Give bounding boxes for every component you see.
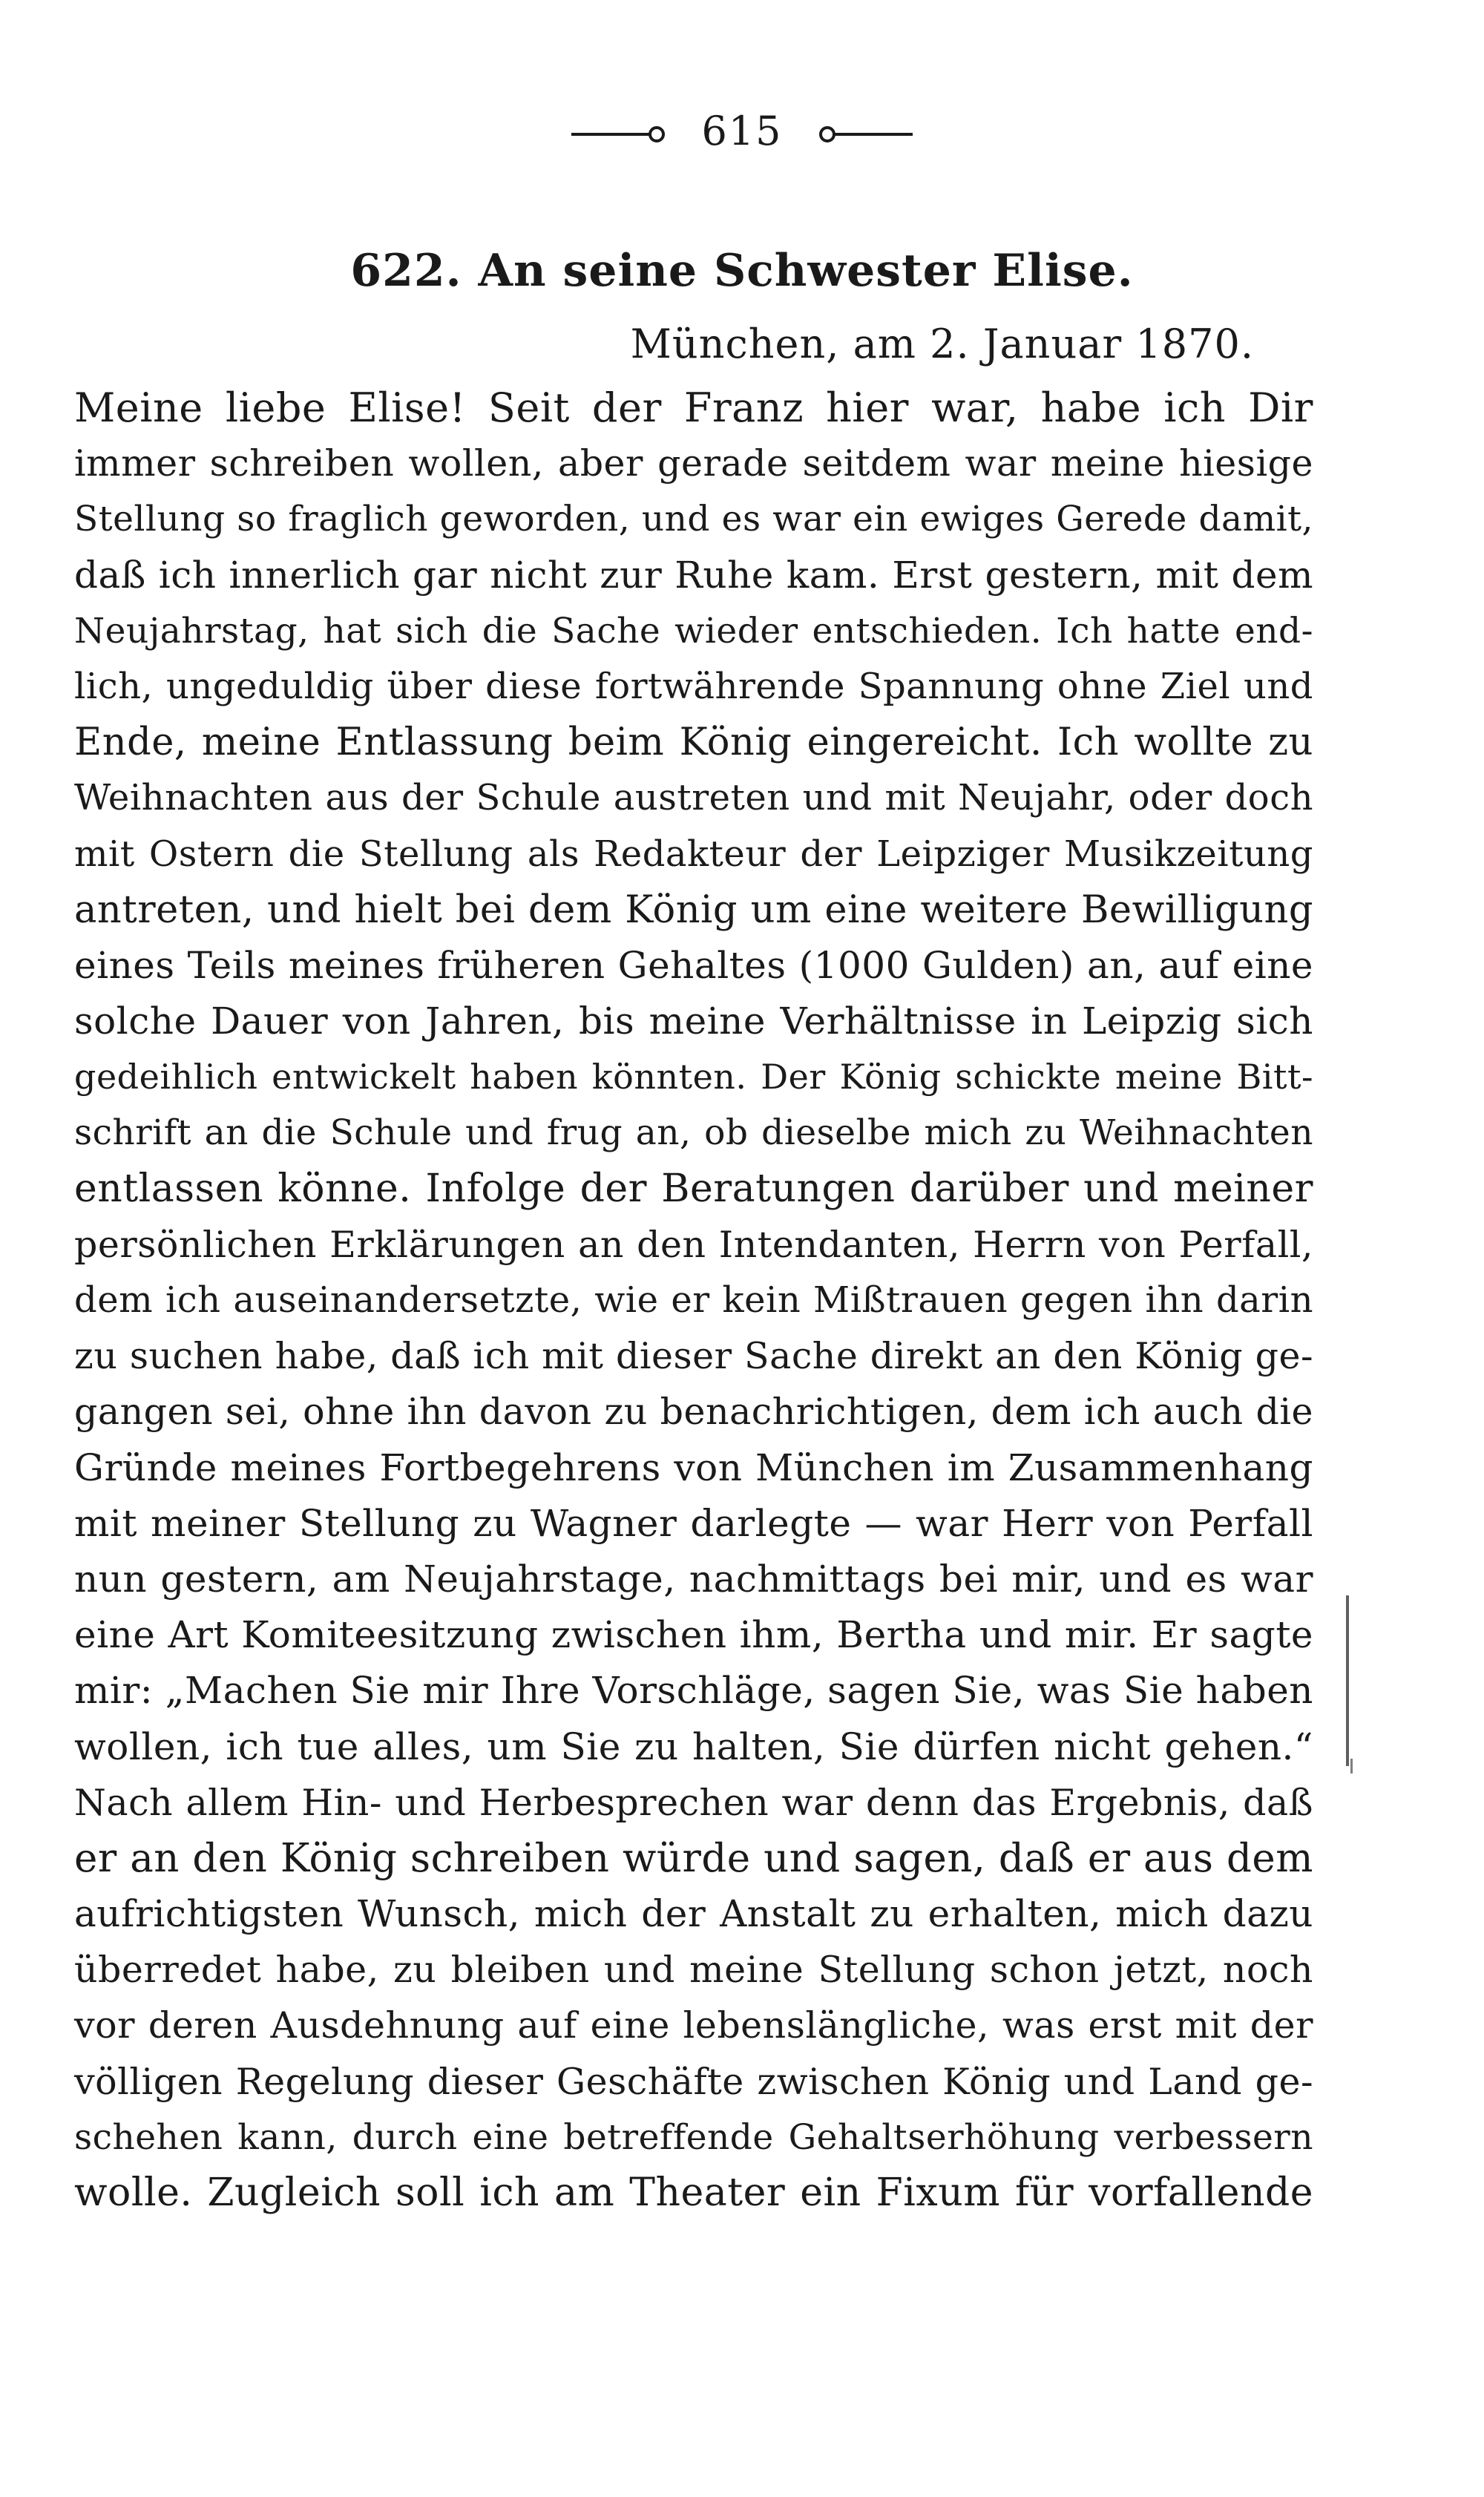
text-line: Ende, meine Entlassung beim König eingereicht. Ich wollte zu: [74, 721, 1313, 765]
text-line: eines Teils meines früheren Gehaltes (1000 Gulden) an, auf eine: [74, 943, 1313, 987]
text-line: aufrichtigsten Wunsch, mich der Anstalt zu erhalten, mich dazu: [74, 1892, 1313, 1936]
text-line: schehen kann, durch eine betreffende Gehaltserhöhung verbessern: [74, 2116, 1313, 2158]
letter-dateline: München, am 2. Januar 1870.: [630, 321, 1254, 367]
page-header: [0, 108, 1484, 154]
text-line: er an den König schreiben würde und sagen, daß er aus dem: [74, 1835, 1313, 1881]
text-line: Nach allem Hin- und Herbesprechen war denn das Ergebnis, daß: [74, 1781, 1313, 1824]
letter-title: 622. An seine Schwester Elise.: [350, 245, 1134, 297]
text-line: nun gestern, am Neujahrstage, nachmittags bei mir, und es war: [74, 1557, 1313, 1601]
text-line: lich, ungeduldig über diese fortwährende Spannung ohne Ziel und: [74, 665, 1313, 707]
header-ornament-right: [824, 133, 913, 136]
text-line: mit Ostern die Stellung als Redakteur der Leipziger Musikzeitung: [74, 833, 1313, 875]
header-ornament-left: [571, 133, 660, 136]
text-line: zu suchen habe, daß ich mit dieser Sache direkt an den König ge-: [74, 1335, 1313, 1378]
text-line: völligen Regelung dieser Geschäfte zwischen König und Land ge-: [74, 2060, 1313, 2103]
text-line: eine Art Komiteesitzung zwischen ihm, Bertha und mir. Er sagte: [74, 1613, 1313, 1657]
text-line: Stellung so fraglich geworden, und es war ein ewiges Gerede damit,: [74, 499, 1313, 540]
letter-body: [74, 380, 1313, 2221]
text-line: Meine liebe Elise! Seit der Franz hier war, habe ich Dir: [74, 384, 1313, 431]
text-line: dem ich auseinandersetzte, wie er kein Mißtrauen gegen ihn darin: [74, 1279, 1313, 1321]
text-line: überredet habe, zu bleiben und meine Stellung schon jetzt, noch: [74, 1949, 1313, 1992]
text-line: mir: „Machen Sie mir Ihre Vorschläge, sagen Sie, was Sie haben: [74, 1669, 1313, 1713]
text-line: mit meiner Stellung zu Wagner darlegte — war Herr von Perfall: [74, 1501, 1313, 1545]
text-line: daß ich innerlich gar nicht zur Ruhe kam. Erst gestern, mit dem: [74, 553, 1313, 597]
text-line: Gründe meines Fortbegehrens von München im Zusammenhang: [74, 1446, 1313, 1489]
text-line: Neujahrstag, hat sich die Sache wieder entschieden. Ich hatte end-: [74, 610, 1313, 652]
text-line: wolle. Zugleich soll ich am Theater ein Fixum für vorfallende: [74, 2170, 1313, 2215]
text-line: entlassen könne. Infolge der Beratungen darüber und meiner: [74, 1166, 1313, 1211]
text-line: antreten, und hielt bei dem König um eine weitere Bewilligung: [74, 887, 1313, 932]
text-line: gedeihlich entwickelt haben könnten. Der König schickte meine Bitt-: [74, 1057, 1313, 1097]
margin-pencil-mark-tail: [1350, 1759, 1353, 1774]
text-line: solche Dauer von Jahren, bis meine Verhältnisse in Leipzig sich: [74, 1000, 1313, 1043]
text-line: wollen, ich tue alles, um Sie zu halten, Sie dürfen nicht gehen.“: [74, 1725, 1313, 1768]
text-line: persönlichen Erklärungen an den Intendanten, Herrn von Perfall,: [74, 1223, 1313, 1266]
text-line: Weihnachten aus der Schule austreten und mit Neujahr, oder doch: [74, 777, 1313, 819]
page-number: 615: [701, 108, 783, 154]
text-line: gangen sei, ohne ihn davon zu benachrichtigen, dem ich auch die: [74, 1391, 1313, 1434]
text-line: schrift an die Schule und frug an, ob dieselbe mich zu Weihnachten: [74, 1112, 1313, 1154]
text-line: vor deren Ausdehnung auf eine lebenslängliche, was erst mit der: [74, 2004, 1313, 2047]
text-line: immer schreiben wollen, aber gerade seitdem war meine hiesige: [74, 442, 1313, 485]
margin-pencil-mark: [1346, 1595, 1349, 1766]
